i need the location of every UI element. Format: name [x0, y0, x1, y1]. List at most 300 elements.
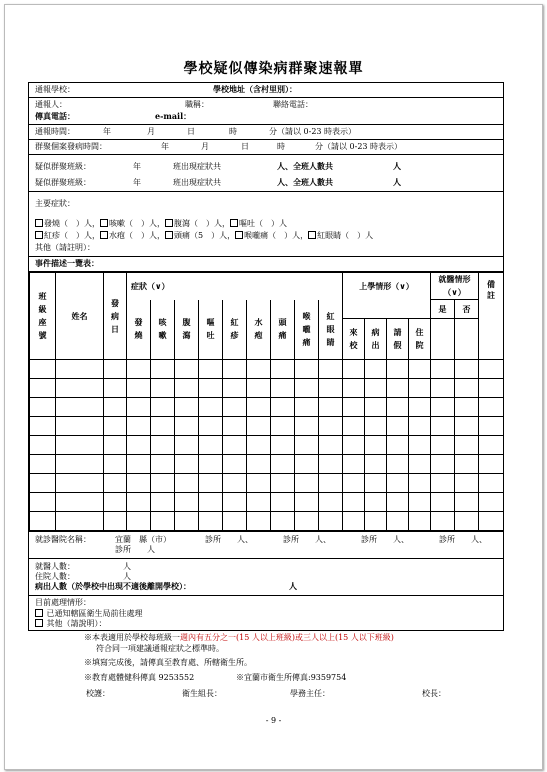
event-desc-label: 事件描述一覽表：	[35, 258, 99, 268]
note-1-line-2: 符合同一項建議通報症狀之標準時。	[96, 644, 224, 653]
event-grid	[29, 272, 503, 532]
table-cell[interactable]	[175, 436, 199, 455]
note-1-line-1	[84, 632, 394, 643]
table-row	[30, 398, 504, 417]
col-note	[479, 273, 504, 360]
table-cell[interactable]	[479, 417, 504, 436]
table-cell[interactable]	[365, 455, 387, 474]
clinic-county: 宜蘭 縣（市）	[115, 535, 171, 544]
onset-time-minute: 分（請以 0-23 時表示）	[315, 142, 403, 151]
reporter-label: 通報人：	[35, 100, 67, 109]
table-cell[interactable]	[271, 417, 295, 436]
table-cell[interactable]	[56, 493, 104, 512]
table-cell[interactable]	[387, 360, 409, 379]
handling-option-2-text: 其他（請說明）：	[46, 619, 107, 628]
table-cell[interactable]	[127, 436, 151, 455]
table-cell[interactable]	[431, 512, 455, 531]
note-1-criteria: 週內有五分之一(15 人以上班級)或三人以上(15 人以下班級)	[180, 633, 394, 642]
col-hospital	[409, 319, 431, 360]
symptoms-line-2	[35, 230, 373, 241]
table-cell[interactable]	[295, 455, 319, 474]
table-cell[interactable]	[271, 436, 295, 455]
report-time-day: 日	[187, 127, 195, 136]
col-red-eye-text: 紅眼睛	[326, 310, 335, 347]
table-cell[interactable]	[271, 493, 295, 512]
table-cell[interactable]	[365, 493, 387, 512]
attend-spacer	[343, 300, 431, 319]
report-time-year: 年	[103, 127, 111, 136]
row-onset-time	[29, 140, 503, 155]
table-cell[interactable]	[319, 493, 343, 512]
table-cell[interactable]	[365, 360, 387, 379]
table-cell[interactable]	[479, 360, 504, 379]
table-cell[interactable]	[30, 360, 56, 379]
table-cell[interactable]	[319, 379, 343, 398]
col-sick-leave-text: 病出	[371, 327, 380, 350]
table-cell[interactable]	[365, 512, 387, 531]
cluster1-year: 年	[133, 162, 141, 171]
cluster1-unit: 人	[393, 161, 401, 171]
table-cell[interactable]	[30, 512, 56, 531]
table-cell[interactable]	[104, 474, 127, 493]
report-time-label: 通報時間：	[35, 127, 75, 136]
row-school	[29, 83, 503, 98]
table-cell[interactable]	[199, 379, 223, 398]
table-cell[interactable]	[223, 455, 247, 474]
table-cell[interactable]	[295, 417, 319, 436]
phone-label: 聯絡電話：	[273, 100, 313, 109]
table-cell[interactable]	[247, 379, 271, 398]
table-cell[interactable]	[175, 512, 199, 531]
handling-option-2	[35, 618, 107, 629]
clinic-3: 診所 人、	[361, 535, 409, 544]
table-cell[interactable]	[56, 379, 104, 398]
table-cell[interactable]	[104, 512, 127, 531]
signature-student-affairs: 學務主任：	[290, 689, 330, 698]
col-cough	[151, 300, 175, 360]
col-diarrhea	[175, 300, 199, 360]
table-cell[interactable]	[479, 436, 504, 455]
table-cell[interactable]	[247, 360, 271, 379]
table-cell[interactable]	[387, 455, 409, 474]
table-cell[interactable]	[343, 398, 365, 417]
table-row	[30, 455, 504, 474]
table-cell[interactable]	[56, 360, 104, 379]
table-row	[30, 493, 504, 512]
table-cell[interactable]	[319, 417, 343, 436]
clinic-4: 診所 人、	[439, 535, 487, 544]
col-red-eye	[319, 300, 343, 360]
page-number: - 9 -	[265, 716, 282, 725]
table-cell[interactable]	[409, 474, 431, 493]
table-cell[interactable]	[455, 360, 479, 379]
table-cell[interactable]	[199, 436, 223, 455]
col-diarrhea-text: 腹瀉	[182, 317, 191, 341]
checkbox[interactable]	[35, 219, 43, 227]
table-cell[interactable]	[387, 493, 409, 512]
table-cell[interactable]	[409, 417, 431, 436]
absent-value: 人	[289, 581, 297, 591]
table-cell[interactable]	[30, 493, 56, 512]
table-cell[interactable]	[56, 436, 104, 455]
table-cell[interactable]	[343, 512, 365, 531]
table-cell[interactable]	[271, 379, 295, 398]
table-row	[30, 512, 504, 531]
symptoms-line-1	[35, 218, 287, 229]
table-cell[interactable]	[431, 493, 455, 512]
table-cell[interactable]	[409, 398, 431, 417]
table-cell[interactable]	[455, 398, 479, 417]
table-cell[interactable]	[295, 398, 319, 417]
table-cell[interactable]	[104, 455, 127, 474]
symptoms-label: 主要症狀：	[35, 199, 75, 208]
report-time-month: 月	[147, 127, 155, 136]
note-1-prefix: ※本表適用於學校每班級一	[84, 633, 180, 642]
col-absent-text: 請假	[393, 327, 402, 350]
table-cell[interactable]	[56, 455, 104, 474]
cluster2-sick: 班出現症狀共	[173, 178, 221, 187]
table-cell[interactable]	[223, 360, 247, 379]
table-cell[interactable]	[175, 493, 199, 512]
table-cell[interactable]	[431, 436, 455, 455]
table-cell[interactable]	[271, 398, 295, 417]
table-cell[interactable]	[223, 417, 247, 436]
table-cell[interactable]	[127, 379, 151, 398]
table-cell[interactable]	[223, 493, 247, 512]
table-cell[interactable]	[56, 512, 104, 531]
table-cell[interactable]	[319, 436, 343, 455]
checkbox[interactable]	[35, 231, 43, 239]
symptom-sore-throat: 喉嚨痛（ ）人，	[244, 231, 309, 240]
table-cell[interactable]	[343, 360, 365, 379]
table-cell[interactable]	[151, 493, 175, 512]
report-time-minute: 分（請以 0-23 時表示）	[269, 127, 357, 136]
table-cell[interactable]	[127, 398, 151, 417]
table-cell[interactable]	[387, 436, 409, 455]
col-came-school	[343, 319, 365, 360]
position-label: 職稱：	[185, 100, 209, 109]
cluster2-year: 年	[133, 178, 141, 187]
col-blister	[247, 300, 271, 360]
col-rash-text: 紅疹	[230, 317, 239, 341]
table-cell[interactable]	[247, 493, 271, 512]
table-cell[interactable]	[455, 436, 479, 455]
table-cell[interactable]	[175, 379, 199, 398]
table-cell[interactable]	[343, 474, 365, 493]
checkbox[interactable]	[308, 231, 316, 239]
table-row	[30, 436, 504, 455]
table-cell[interactable]	[199, 474, 223, 493]
table-cell[interactable]	[455, 512, 479, 531]
col-headache	[271, 300, 295, 360]
table-cell[interactable]	[365, 474, 387, 493]
row-main-symptoms	[29, 192, 503, 257]
visits-value: 人	[123, 562, 131, 571]
table-cell[interactable]	[151, 360, 175, 379]
col-symptoms-group: 症狀（∨）	[127, 273, 343, 300]
onset-time-year: 年	[161, 142, 169, 151]
table-cell[interactable]	[479, 493, 504, 512]
table-cell[interactable]	[479, 398, 504, 417]
symptom-fever: 發燒（ ）人，	[44, 219, 100, 228]
table-cell[interactable]	[56, 474, 104, 493]
row-event-desc	[29, 257, 503, 272]
checkbox[interactable]	[100, 219, 108, 227]
handling-label: 目前處理情形：	[35, 598, 91, 607]
table-cell[interactable]	[365, 417, 387, 436]
note-3-education: ※教育處體健科傳真 9253552	[84, 673, 195, 682]
table-cell[interactable]	[151, 436, 175, 455]
table-cell[interactable]	[271, 512, 295, 531]
table-cell[interactable]	[409, 360, 431, 379]
col-doctor-no: 否	[455, 300, 479, 319]
table-cell[interactable]	[455, 493, 479, 512]
table-cell[interactable]	[30, 455, 56, 474]
table-cell[interactable]	[343, 417, 365, 436]
table-cell[interactable]	[387, 379, 409, 398]
table-cell[interactable]	[127, 455, 151, 474]
col-came-school-text: 來校	[349, 327, 358, 350]
note-2-text: ※填寫完成後，請傳真至教育處、所轄衛生所。	[84, 658, 252, 667]
col-class-text: 班級座號	[38, 291, 47, 340]
symptom-blister: 水疱（ ）人，	[109, 231, 165, 240]
table-row	[30, 474, 504, 493]
table-cell[interactable]	[409, 436, 431, 455]
col-vomit-text: 嘔吐	[206, 317, 215, 341]
table-cell[interactable]	[247, 512, 271, 531]
table-cell[interactable]	[479, 455, 504, 474]
event-table	[29, 272, 504, 531]
table-cell[interactable]	[343, 379, 365, 398]
col-onset	[104, 273, 127, 360]
table-cell[interactable]	[151, 417, 175, 436]
col-absent	[387, 319, 409, 360]
table-cell[interactable]	[151, 474, 175, 493]
admitted-value: 人	[123, 572, 131, 581]
table-cell[interactable]	[271, 474, 295, 493]
col-fever-text: 發燒	[134, 317, 143, 341]
table-cell[interactable]	[30, 436, 56, 455]
table-cell[interactable]	[319, 512, 343, 531]
table-cell[interactable]	[223, 398, 247, 417]
email-label: e-mail：	[155, 111, 192, 121]
col-blister-text: 水疱	[254, 317, 263, 341]
table-cell[interactable]	[104, 436, 127, 455]
table-cell[interactable]	[343, 455, 365, 474]
table-cell[interactable]	[199, 455, 223, 474]
note-3-health: ※宜蘭市衛生所傳真:9359754	[236, 673, 347, 682]
col-headache-text: 頭痛	[278, 317, 287, 341]
table-cell[interactable]	[104, 398, 127, 417]
row-handling	[29, 596, 503, 630]
checkbox[interactable]	[230, 219, 238, 227]
table-cell[interactable]	[104, 379, 127, 398]
clinic-2: 診所 人、	[283, 535, 331, 544]
checkbox[interactable]	[35, 619, 43, 627]
table-cell[interactable]	[409, 455, 431, 474]
table-cell[interactable]	[199, 360, 223, 379]
table-cell[interactable]	[387, 474, 409, 493]
report-form	[28, 82, 504, 631]
form-title: 學校疑似傳染病群聚速報單	[183, 61, 364, 77]
table-cell[interactable]	[151, 455, 175, 474]
onset-time-label: 群聚個案發病時間：	[35, 142, 107, 151]
row-counts	[29, 559, 503, 596]
col-name: 姓名	[56, 273, 104, 360]
table-cell[interactable]	[199, 493, 223, 512]
table-cell[interactable]	[104, 493, 127, 512]
event-table-body	[30, 360, 504, 531]
col-attend-group: 上學情形（∨）	[343, 273, 431, 300]
table-cell[interactable]	[30, 474, 56, 493]
table-cell[interactable]	[247, 455, 271, 474]
table-cell[interactable]	[271, 360, 295, 379]
checkbox[interactable]	[100, 231, 108, 239]
table-cell[interactable]	[295, 436, 319, 455]
col-note-text: 備註	[487, 279, 496, 300]
table-cell[interactable]	[455, 417, 479, 436]
table-cell[interactable]	[175, 455, 199, 474]
col-sore-throat	[295, 300, 319, 360]
col-sore-throat-text: 喉嚨痛	[302, 310, 311, 347]
table-cell[interactable]	[479, 474, 504, 493]
cluster1-label: 疑似群聚班級：	[35, 162, 91, 171]
table-cell[interactable]	[431, 398, 455, 417]
table-cell[interactable]	[199, 398, 223, 417]
row-clinic	[29, 532, 503, 559]
table-cell[interactable]	[223, 474, 247, 493]
table-cell[interactable]	[295, 360, 319, 379]
cluster1-total: 人、全班人數共	[277, 161, 333, 171]
table-cell[interactable]	[409, 512, 431, 531]
table-cell[interactable]	[247, 436, 271, 455]
table-cell[interactable]	[343, 493, 365, 512]
table-cell[interactable]	[365, 398, 387, 417]
col-cough-text: 咳嗽	[158, 317, 167, 341]
clinic-5: 診所 人	[115, 545, 155, 554]
table-cell[interactable]	[223, 379, 247, 398]
table-cell[interactable]	[127, 417, 151, 436]
table-cell[interactable]	[319, 474, 343, 493]
table-cell[interactable]	[319, 398, 343, 417]
row-cluster-classes	[29, 155, 503, 192]
table-cell[interactable]	[104, 417, 127, 436]
table-row	[30, 379, 504, 398]
cluster2-label: 疑似群聚班級：	[35, 178, 91, 187]
table-cell[interactable]	[56, 398, 104, 417]
col-onset-text: 發病日	[111, 297, 119, 334]
table-cell[interactable]	[175, 360, 199, 379]
table-cell[interactable]	[127, 493, 151, 512]
table-cell[interactable]	[365, 436, 387, 455]
table-cell[interactable]	[409, 493, 431, 512]
table-cell[interactable]	[199, 512, 223, 531]
table-cell[interactable]	[247, 398, 271, 417]
table-cell[interactable]	[247, 474, 271, 493]
checkbox[interactable]	[235, 231, 243, 239]
table-cell[interactable]	[295, 474, 319, 493]
table-cell[interactable]	[175, 417, 199, 436]
col-doctor-group: 就醫情形（∨）	[431, 273, 479, 300]
table-cell[interactable]	[151, 512, 175, 531]
table-cell[interactable]	[199, 417, 223, 436]
signature-health-chief: 衛生組長：	[182, 689, 222, 698]
report-time-hour: 時	[229, 127, 237, 136]
table-cell[interactable]	[387, 398, 409, 417]
col-sick-leave	[365, 319, 387, 360]
table-cell[interactable]	[479, 512, 504, 531]
table-cell[interactable]	[319, 455, 343, 474]
table-cell[interactable]	[30, 379, 56, 398]
table-cell[interactable]	[431, 417, 455, 436]
table-cell[interactable]	[431, 455, 455, 474]
table-cell[interactable]	[295, 512, 319, 531]
clinic-1: 診所 人、	[205, 535, 253, 544]
symptoms-other: 其他（請註明）：	[35, 243, 95, 252]
table-cell[interactable]	[127, 360, 151, 379]
table-cell[interactable]	[319, 360, 343, 379]
table-cell[interactable]	[223, 436, 247, 455]
onset-time-month: 月	[201, 142, 209, 151]
table-cell[interactable]	[175, 474, 199, 493]
cluster2-unit: 人	[393, 177, 401, 187]
table-cell[interactable]	[343, 436, 365, 455]
symptom-headache: 頭痛（5 ）人，	[174, 231, 236, 240]
table-cell[interactable]	[455, 474, 479, 493]
col-vomit	[199, 300, 223, 360]
table-cell[interactable]	[295, 493, 319, 512]
table-cell[interactable]	[127, 512, 151, 531]
table-cell[interactable]	[223, 512, 247, 531]
table-cell[interactable]	[431, 474, 455, 493]
table-cell[interactable]	[479, 379, 504, 398]
row-reporter	[29, 98, 503, 125]
table-cell[interactable]	[409, 379, 431, 398]
table-cell[interactable]	[387, 512, 409, 531]
checkbox[interactable]	[165, 219, 173, 227]
doctor-no-cell	[455, 319, 479, 360]
table-cell[interactable]	[151, 379, 175, 398]
admitted-label: 住院人數：	[35, 572, 75, 581]
table-cell[interactable]	[431, 379, 455, 398]
fax-label: 傳真電話：	[35, 111, 75, 121]
table-cell[interactable]	[295, 379, 319, 398]
table-cell[interactable]	[455, 455, 479, 474]
row-report-time	[29, 125, 503, 140]
table-cell[interactable]	[365, 379, 387, 398]
table-cell[interactable]	[104, 360, 127, 379]
table-cell[interactable]	[387, 417, 409, 436]
checkbox[interactable]	[35, 609, 43, 617]
table-cell[interactable]	[247, 417, 271, 436]
checkbox[interactable]	[165, 231, 173, 239]
school-address-label: 學校地址（含村里別）：	[213, 84, 297, 94]
table-cell[interactable]	[431, 360, 455, 379]
col-rash	[223, 300, 247, 360]
table-cell[interactable]	[175, 398, 199, 417]
doctor-yes-cell	[431, 319, 455, 360]
table-cell[interactable]	[30, 417, 56, 436]
table-cell[interactable]	[56, 417, 104, 436]
table-cell[interactable]	[455, 379, 479, 398]
table-cell[interactable]	[271, 455, 295, 474]
table-cell[interactable]	[151, 398, 175, 417]
visits-label: 就醫人數：	[35, 562, 75, 571]
table-cell[interactable]	[30, 398, 56, 417]
table-cell[interactable]	[127, 474, 151, 493]
symptom-cough: 咳嗽（ ）人，	[109, 219, 165, 228]
col-class-seat	[30, 273, 56, 360]
